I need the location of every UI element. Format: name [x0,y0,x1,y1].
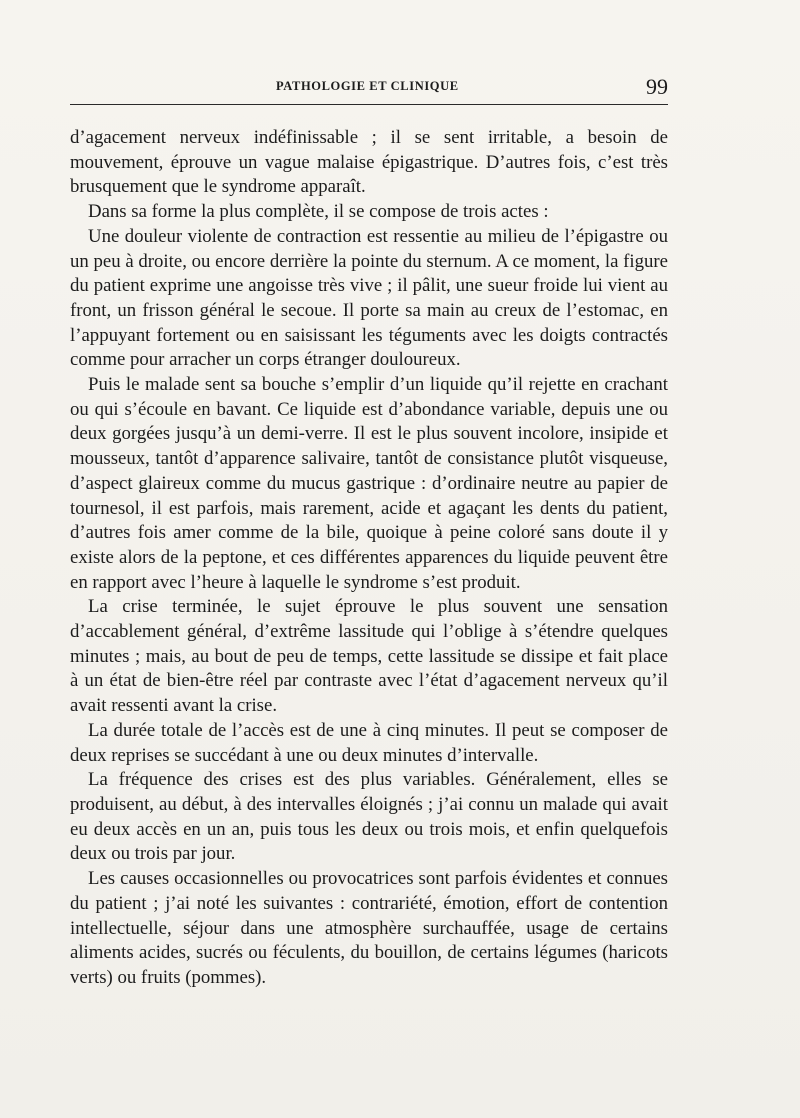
header-rule [70,104,668,105]
page-header [70,74,668,102]
paragraph: Une douleur violente de contraction est ressentie au milieu de l’épigastre ou un peu à droite, ou encore derrière la pointe du sternum. A ce moment, la figure du patient exprime une angoisse très vive ; il pâlit, une sueur froide lui vient au front, un frisson général le secoue. Il porte sa main au creux de l’estomac, en l’appuyant fortement ou en saisissant les téguments avec les doigts contractés comme pour arracher un corps étranger douloureux. [70,225,668,371]
paragraph: La crise terminée, le sujet éprouve le plus souvent une sensation d’accablement général, d’extrême lassitude qui l’oblige à s’étendre quelques minutes ; mais, au bout de peu de temps, cette lassitude se dissipe et fait place à un état de bien-être réel par contraste avec l’état d’agacement nerveux qu’il avait ressenti avant la crise. [70,596,668,717]
body-text [70,126,668,991]
page-number: 99 [646,74,668,99]
paragraph: La fréquence des crises est des plus variables. Généralement, elles se produisent, au début, à des intervalles éloignés ; j’ai connu un malade qui avait eu deux accès en un an, puis tous les deux ou trois mois, et enfin quelquefois deux ou trois par jour. [70,769,668,865]
paragraph: d’agacement nerveux indéfinissable ; il se sent irritable, a besoin de mouvement, éprouve un vague malaise épigastrique. D’autres fois, c’est très brusquement que le syndrome apparaît. [70,127,668,198]
paragraph: Puis le malade sent sa bouche s’emplir d’un liquide qu’il rejette en crachant ou qui s’écoule en bavant. Ce liquide est d’abondance variable, depuis une ou deux gorgées jusqu’à un demi-verre. Il est le plus souvent incolore, insipide et mousseux, tantôt d’apparence salivaire, tantôt de consistance plutôt visqueuse, d’aspect glaireux comme du mucus gastrique : d’ordinaire neutre au papier de tournesol, il est parfois, mais rarement, acide et agaçant les dents du patient, d’autres fois amer comme de la bile, quoique à peine coloré sans doute il y existe alors de la peptone, et ces différentes apparences du liquide peuvent être en rapport avec l’heure à laquelle le syndrome s’est produit. [70,374,668,593]
paragraph: La durée totale de l’accès est de une à cinq minutes. Il peut se composer de deux reprises se succédant à une ou deux minutes d’intervalle. [70,719,668,766]
paragraph: Dans sa forme la plus complète, il se compose de trois actes : [88,201,549,223]
paragraph: Les causes occasionnelles ou provocatrices sont parfois évidentes et connues du patient ; j’ai noté les suivantes : contrariété, émotion, effort de contention intellectuelle, séjour dans une atmosphère surchauffée, usage de certains aliments acides, sucrés ou féculents, du bouillon, de certains légumes (haricots verts) ou fruits (pommes). [70,868,668,988]
running-title: PATHOLOGIE ET CLINIQUE [276,79,459,93]
